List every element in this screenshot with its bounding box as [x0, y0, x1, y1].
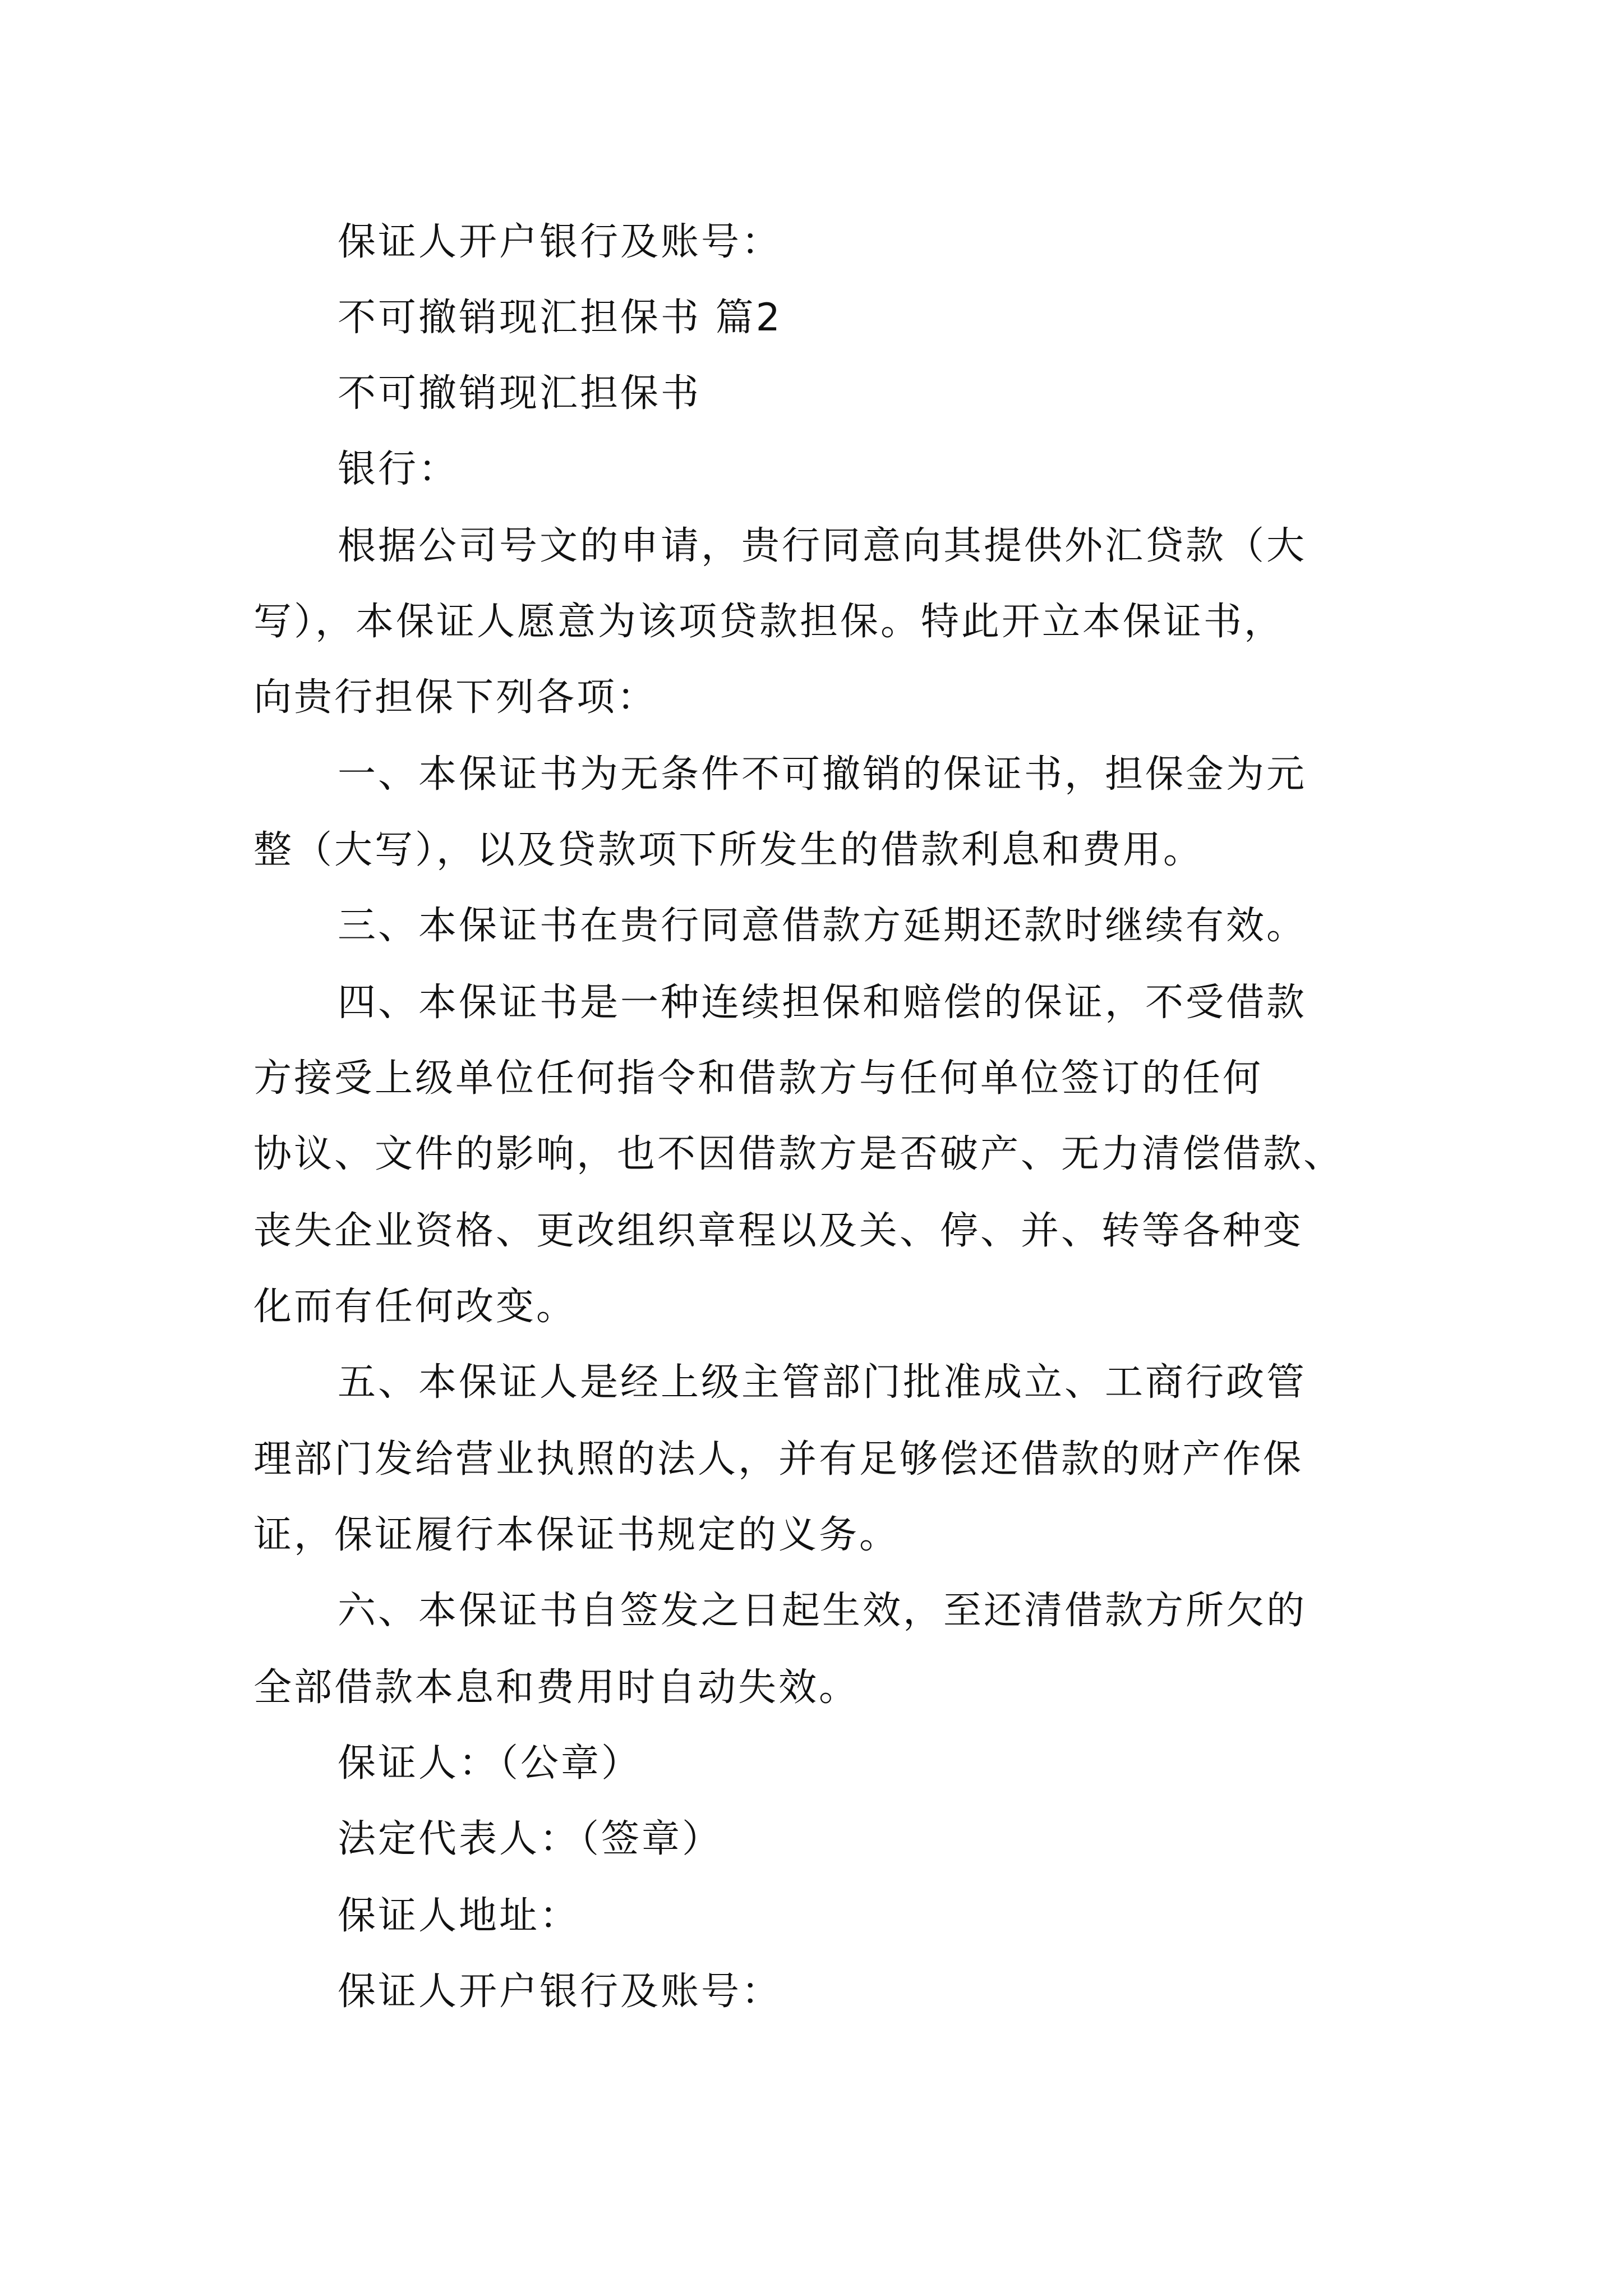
- clause-4-line-5: 化而有任何改变。: [253, 1285, 577, 1329]
- clause-4-line-1: 四、本保证书是一种连续担保和赔偿的保证，不受借款: [338, 981, 1307, 1025]
- clause-1-line-1: 一、本保证书为无条件不可撤销的保证书，担保金为元: [338, 752, 1307, 797]
- legal-representative-line: 法定代表人：（签章）: [338, 1817, 723, 1861]
- clause-4-line-3: 协议、文件的影响，也不因借款方是否破产、无力清偿借款、: [253, 1132, 1344, 1176]
- clause-6-line-1: 六、本保证书自签发之日起生效，至还清借款方所欠的: [338, 1589, 1307, 1633]
- bank-account-line-bottom: 保证人开户银行及账号：: [338, 1970, 782, 2014]
- clause-5-line-3: 证，保证履行本保证书规定的义务。: [253, 1513, 900, 1557]
- addressee-line: 银行：: [338, 447, 459, 491]
- clause-4-line-4: 丧失企业资格、更改组织章程以及关、停、并、转等各种变: [253, 1209, 1304, 1253]
- clause-5-line-1: 五、本保证人是经上级主管部门批准成立、工商行政管: [338, 1360, 1307, 1405]
- clause-3-line-1: 三、本保证书在贵行同意借款方延期还款时继续有效。: [338, 904, 1307, 948]
- guarantor-address-line: 保证人地址：: [338, 1894, 580, 1938]
- clause-1-line-2: 整（大写），以及贷款项下所发生的借款利息和费用。: [253, 828, 1204, 872]
- clause-4-line-2: 方接受上级单位任何指令和借款方与任何单位签订的任何: [253, 1056, 1264, 1101]
- intro-paragraph-line-2: 写），本保证人愿意为该项贷款担保。特此开立本保证书，: [253, 600, 1285, 644]
- clause-6-line-2: 全部借款本息和费用时自动失效。: [253, 1665, 860, 1710]
- guarantor-seal-line: 保证人：（公章）: [338, 1741, 642, 1786]
- intro-paragraph-line-1: 根据公司号文的申请，贵行同意向其提供外汇贷款（大: [338, 524, 1307, 568]
- document-title: 不可撤销现汇担保书: [338, 371, 702, 416]
- intro-paragraph-line-3: 向贵行担保下列各项：: [253, 675, 658, 720]
- section-heading: 不可撤销现汇担保书 篇2: [338, 296, 782, 340]
- bank-account-line: 保证人开户银行及账号：: [338, 220, 782, 264]
- clause-5-line-2: 理部门发给营业执照的法人，并有足够偿还借款的财产作保: [253, 1437, 1304, 1481]
